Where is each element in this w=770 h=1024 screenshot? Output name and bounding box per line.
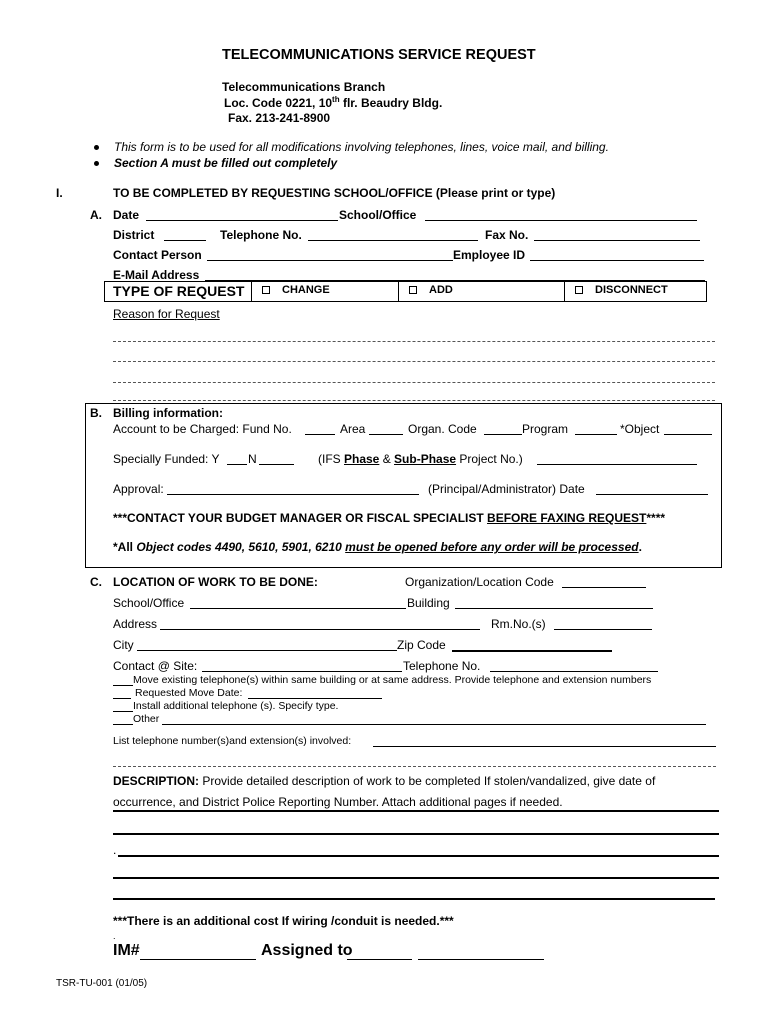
checkbox-icon[interactable] (409, 286, 417, 294)
employee-id-field[interactable] (530, 260, 704, 261)
rm-no-field[interactable] (554, 629, 652, 630)
description-line[interactable] (113, 898, 715, 900)
divider (251, 281, 252, 301)
section-numeral: I. (56, 186, 63, 200)
school-office-label: School/Office (339, 208, 417, 222)
employee-id-label: Employee ID (453, 248, 526, 262)
assigned-to-label: Assigned to (261, 942, 353, 959)
budget-manager-notice: ***CONTACT YOUR BUDGET MANAGER OR FISCAL SPECIALIST BEFORE FAXING REQUEST**** (113, 511, 666, 525)
list-phones-line[interactable] (113, 766, 716, 767)
object-field[interactable] (664, 434, 712, 435)
section-a-letter: A. (90, 208, 102, 222)
principal-date-label: (Principal/Administrator) Date (428, 482, 585, 496)
specially-funded-label: Specially Funded: Y (113, 452, 220, 466)
move-existing-checkbox[interactable] (113, 685, 133, 686)
contact-person-label: Contact Person (113, 248, 202, 262)
section-heading: TO BE COMPLETED BY REQUESTING SCHOOL/OFFICE (Please print or type) (113, 186, 556, 200)
zip-code-label: Zip Code (397, 638, 446, 652)
fax-label: Fax No. (485, 228, 529, 242)
program-field[interactable] (575, 434, 617, 435)
other-field[interactable] (162, 724, 706, 725)
date-field[interactable] (146, 220, 338, 221)
other-checkbox[interactable] (113, 724, 133, 725)
building-field[interactable] (455, 608, 653, 609)
form-number: TSR-TU-001 (01/05) (56, 978, 148, 989)
area-field[interactable] (369, 434, 403, 435)
requested-move-date-field[interactable] (248, 698, 382, 699)
specially-funded-yes-field[interactable] (227, 464, 247, 465)
section-c-letter: C. (90, 575, 102, 589)
city-label: City (113, 638, 134, 652)
program-label: Program (522, 422, 569, 436)
note-usage: This form is to be used for all modifications involving telephones, lines, voice mail, and billing. (114, 140, 609, 154)
district-field[interactable] (164, 240, 206, 241)
list-phones-field[interactable] (373, 746, 716, 747)
contact-person-field[interactable] (207, 260, 453, 261)
c-school-office-field[interactable] (190, 608, 406, 609)
email-label: E-Mail Address (113, 268, 200, 282)
ifs-project-label: (IFS Phase & Sub-Phase Project No.) (318, 452, 523, 466)
install-checkbox[interactable] (113, 711, 133, 712)
reason-label: Reason for Request (113, 307, 220, 321)
description-line[interactable] (113, 833, 719, 835)
c-telephone-field[interactable] (490, 671, 658, 672)
telephone-label: Telephone No. (220, 228, 302, 242)
contact-site-field[interactable] (202, 671, 402, 672)
note-section-a: Section A must be filled out completely (114, 156, 338, 170)
organ-code-label: Organ. Code (408, 422, 477, 436)
description-line[interactable] (113, 810, 719, 812)
checkbox-icon[interactable] (575, 286, 583, 294)
object-codes-notice: *All Object codes 4490, 5610, 5901, 6210 must be opened before any order will be processed. (113, 540, 642, 554)
approval-label: Approval: (113, 482, 164, 496)
building-label: Building (407, 596, 450, 610)
add-option[interactable]: ADD (409, 284, 453, 296)
divider (398, 281, 399, 301)
description-line[interactable] (113, 877, 719, 879)
description-line-1: DESCRIPTION: Provide detailed description of work to be completed If stolen/vandalized, give date of (113, 774, 656, 788)
bullet-icon (94, 161, 99, 166)
move-existing-label: Move existing telephone(s) within same building or at same address. Provide telephone and extension numbers (133, 674, 652, 686)
divider (564, 281, 565, 301)
object-label: *Object (620, 422, 660, 436)
reason-line[interactable] (113, 341, 715, 342)
checkbox-icon[interactable] (262, 286, 270, 294)
location-code: Loc. Code 0221, 10th flr. Beaudry Bldg. (224, 95, 443, 110)
branch-name: Telecommunications Branch (222, 80, 386, 94)
section-b-border (721, 403, 722, 567)
principal-date-field[interactable] (596, 494, 708, 495)
fund-no-field[interactable] (305, 434, 335, 435)
requested-move-label: Requested Move Date: (135, 687, 243, 699)
dot-mark: . (113, 843, 117, 857)
section-b-border (85, 403, 722, 404)
zip-code-field[interactable] (452, 650, 612, 652)
organ-code-field[interactable] (484, 434, 522, 435)
fax-number: Fax. 213-241-8900 (228, 111, 331, 125)
specially-funded-no-label: N (248, 452, 257, 466)
im-field[interactable] (140, 959, 256, 960)
fund-no-label: Account to be Charged: Fund No. (113, 422, 292, 436)
c-telephone-label: Telephone No. (403, 659, 481, 673)
im-label: IM# (113, 942, 140, 959)
telephone-field[interactable] (308, 240, 478, 241)
rm-no-label: Rm.No.(s) (491, 617, 546, 631)
change-option[interactable]: CHANGE (262, 284, 330, 296)
section-b-border (85, 403, 86, 567)
address-field[interactable] (160, 629, 480, 630)
ifs-project-field[interactable] (537, 464, 697, 465)
dot-mark: . (113, 931, 116, 941)
section-b-letter: B. (90, 406, 102, 420)
section-b-border (85, 567, 722, 568)
district-label: District (113, 228, 155, 242)
reason-line[interactable] (113, 361, 715, 362)
location-heading: LOCATION OF WORK TO BE DONE: (113, 575, 318, 589)
reason-line[interactable] (113, 400, 715, 401)
additional-cost-notice: ***There is an additional cost If wiring /conduit is needed.*** (113, 914, 454, 928)
city-field[interactable] (137, 650, 397, 651)
date-label: Date (113, 208, 140, 222)
type-of-request-label: TYPE OF REQUEST (113, 283, 245, 299)
form-title: TELECOMMUNICATIONS SERVICE REQUEST (222, 47, 536, 63)
org-location-code-field[interactable] (562, 587, 646, 588)
billing-heading: Billing information: (113, 406, 223, 420)
requested-move-checkbox[interactable] (113, 698, 131, 699)
description-line-2: occurrence, and District Police Reporting Number. Attach additional pages if needed. (113, 795, 563, 809)
approval-field[interactable] (167, 494, 419, 495)
org-location-code-label: Organization/Location Code (405, 575, 554, 589)
contact-site-label: Contact @ Site: (113, 659, 198, 673)
school-office-field[interactable] (425, 220, 697, 221)
fax-field[interactable] (534, 240, 700, 241)
c-school-office-label: School/Office (113, 596, 185, 610)
disconnect-option[interactable]: DISCONNECT (575, 284, 668, 296)
assigned-to-field[interactable] (347, 959, 412, 960)
list-phones-label: List telephone number(s)and extension(s) involved: (113, 735, 352, 747)
install-label: Install additional telephone (s). Specify type. (133, 700, 339, 712)
address-label: Address (113, 617, 158, 631)
specially-funded-no-field[interactable] (259, 464, 294, 465)
other-label: Other (133, 713, 160, 725)
area-label: Area (340, 422, 366, 436)
bullet-icon (94, 145, 99, 150)
description-line[interactable] (118, 855, 719, 857)
assigned-to-field-2[interactable] (418, 959, 544, 960)
reason-line[interactable] (113, 382, 715, 383)
